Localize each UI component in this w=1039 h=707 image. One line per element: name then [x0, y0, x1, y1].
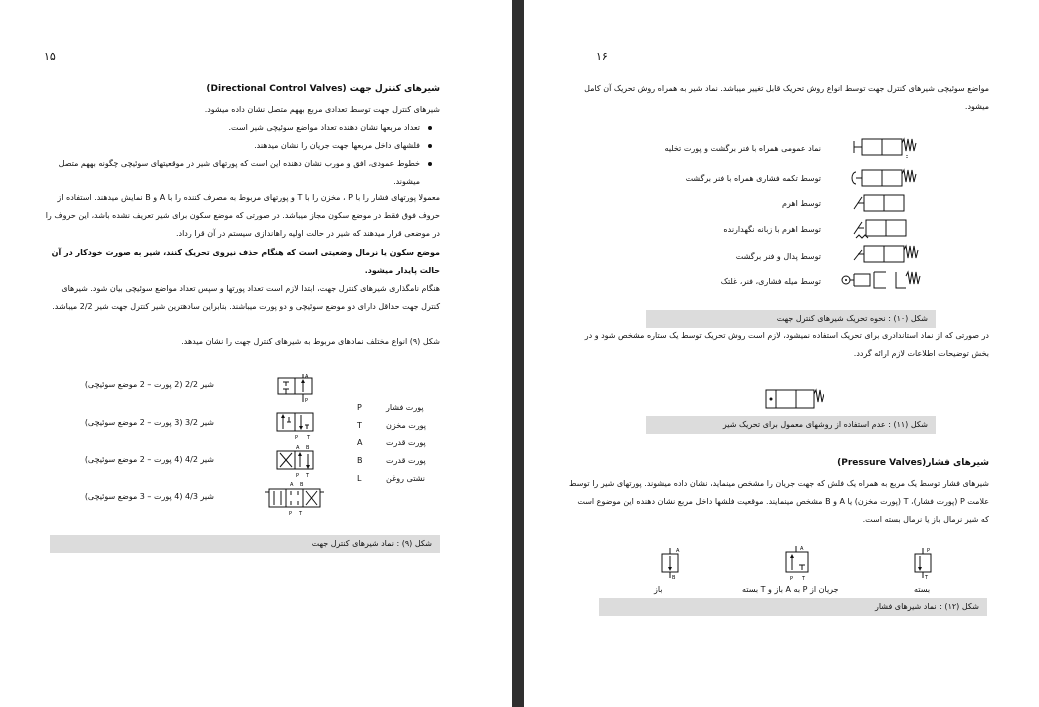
paragraph: معمولا پورتهای فشار را با P ، مخزن را با T و پورتهای مربوط به مصرف کننده را با A و B نمایش میدهند. استفاده از حروف فوق فقط در موضع سکون مجاز میباشد. در صورتی که موضع سکون برای شیر تعریف نشده باشد، این حروف را در موضعی قرار میدهند که شیر در حالت اولیه راهاندازی سیستم در آن قرا رداد.: [45, 193, 440, 238]
pressure-valve-open-symbol: [658, 546, 688, 586]
valve-2-2-symbol: [275, 372, 320, 410]
paragraph: شیرهای فشار توسط یک مربع به همراه یک فلش که جهت جریان را مشخص مینماید، نشان داده میشوند. پورتهای شیر را توسط علامت P (پورت فشار)، T (پورت مخزن) یا A و B مشخص مینمایند. موقعیت فلشها داخل مربع نشان دهنده این موضوع است که شیر نرمال باز یا نرمال بسته است.: [569, 479, 989, 524]
svg-text:T: T: [299, 511, 303, 516]
general-spring-return-symbol: [852, 137, 932, 163]
intro-text: مواضع سوئیچی شیرهای کنترل جهت توسط انواع روش تحریک قابل تغییر میباشد. نماد شیر به همراه روش تحریک آن کامل میشود.: [584, 84, 989, 111]
page-number: ۱۶: [596, 50, 608, 63]
figure-caption: شکل (۱۰) : نحوه تحریک شیرهای کنترل جهت: [646, 310, 936, 328]
svg-text:T: T: [802, 576, 806, 582]
paragraph: شکل (۹) انواع مختلف نمادهای مربوط به شیرهای کنترل جهت را نشان میدهد.: [181, 337, 440, 346]
page-number: ۱۵: [44, 50, 56, 63]
left-page: [0, 0, 512, 707]
unspecified-actuation-symbol: [764, 388, 824, 412]
svg-text:B: B: [300, 482, 304, 488]
svg-text:T: T: [925, 575, 929, 581]
pressure-label-open: باز: [654, 585, 663, 594]
valve-4-2-symbol: [274, 443, 320, 479]
port-letter: A: [357, 438, 363, 447]
valve-label: شیر 4/2 (4 پورت – 2 موضع سوئیچی): [84, 455, 214, 464]
svg-text:P: P: [790, 576, 794, 582]
valve-4-3-symbol: [265, 480, 327, 516]
right-page: [524, 0, 1039, 707]
push-button-symbol: [850, 168, 932, 190]
port-letter: T: [357, 421, 362, 430]
bullet-item: خطوط عمودی، افق و مورب نشان دهنده این است که پورتهای شیر در موقعیتهای سوئیچی چگونه بههم متصل میشوند.: [35, 155, 420, 191]
pressure-label-closed: بسته: [914, 585, 931, 594]
actuation-label: توسط اهرم با زبانه نگهدارنده: [723, 225, 821, 234]
port-letter: B: [357, 456, 363, 465]
port-name: پورت مخزن: [386, 421, 427, 430]
pressure-label-middle: جریان از P به A باز و T بسته: [742, 585, 839, 594]
svg-text:P: P: [927, 548, 931, 554]
figure-caption: شکل (۱۲) : نماد شیرهای فشار: [599, 598, 987, 616]
paragraph: هنگام نامگذاری شیرهای کنترل جهت، ابتدا لازم است تعداد پورتها و سپس تعداد مواضع سوئیچی بیان شود. شیرهای کنترل جهت حداقل دارای دو موضع سوئیچی و دو پورت میباشند. بنابراین سادهترین شیر کنترل جهت شیر 2/2 میباشد.: [52, 284, 440, 311]
svg-text:P: P: [296, 473, 300, 479]
bullet-item: فلشهای داخل مربعها جهت جریان را نشان میدهند.: [35, 137, 420, 155]
pedal-symbol: [852, 244, 932, 266]
section-heading: شیرهای فشار(Pressure Valves): [837, 458, 989, 468]
svg-text:T: T: [307, 435, 311, 441]
actuation-label: توسط میله فشاری، فنر، غلتک: [720, 277, 821, 286]
svg-text:A: A: [296, 445, 300, 451]
port-letter: P: [357, 403, 362, 412]
valve-label: شیر 3/2 (3 پورت – 2 موضع سوئیچی): [84, 418, 214, 427]
actuation-label: توسط تکمه فشاری همراه با فنر برگشت: [685, 174, 821, 183]
svg-text:A: A: [290, 482, 294, 488]
svg-text:P: P: [305, 398, 309, 404]
svg-text:B: B: [672, 575, 676, 581]
actuation-label: توسط پدال و فنر برگشت: [735, 252, 821, 261]
book-spine: [512, 0, 524, 707]
actuation-label: نماد عمومی همراه با فنر برگشت و پورت تخلیه: [664, 144, 821, 153]
valve-label: شیر 4/3 (4 پورت – 3 موضع سوئیچی): [84, 492, 214, 501]
pressure-valve-closed-symbol: [911, 546, 941, 586]
bold-paragraph: موضع سکون یا نرمال وضعیتی است که هنگام حذف نیروی تحریک کنند، شیر به صورت خودکار در آن حالت پایدار میشود.: [51, 248, 440, 275]
port-name: پورت فشار: [386, 403, 424, 412]
plunger-spring-roller-symbol: [840, 270, 940, 292]
valve-3-2-symbol: [274, 409, 320, 443]
port-name: نشتی روغن: [386, 474, 425, 483]
svg-text:A: A: [676, 548, 680, 554]
port-name: پورت قدرت: [386, 438, 426, 447]
port-name: پورت قدرت: [386, 456, 426, 465]
lever-symbol: [852, 193, 912, 215]
svg-text:B: B: [306, 445, 310, 451]
figure-caption: شکل (۱۱) : عدم استفاده از روشهای معمول برای تحریک شیر: [646, 416, 936, 434]
actuation-label: توسط اهرم: [781, 199, 821, 208]
svg-text:P: P: [289, 511, 293, 516]
svg-text:P: P: [295, 435, 299, 441]
svg-text:A: A: [305, 374, 309, 380]
paragraph: در صورتی که از نماد استاندادری برای تحریک استفاده نمیشود، لازم است روش تحریک توسط یک ستاره مشخص شود و در بخش توضیحات اطلاعات لازم ارائه گردد.: [584, 331, 989, 358]
pressure-valve-middle-symbol: [782, 544, 822, 584]
port-letter: L: [357, 474, 362, 483]
lever-detent-symbol: [852, 218, 912, 242]
valve-label: شیر 2/2 (2 پورت – 2 موضع سوئیچی): [84, 380, 214, 389]
svg-text:A: A: [800, 546, 804, 552]
svg-text:T: T: [306, 473, 310, 479]
bullet-item: تعداد مربعها نشان دهنده تعداد مواضع سوئیچی شیر است.: [35, 119, 420, 137]
intro-text: شیرهای کنترل جهت توسط تعدادی مربع بههم متصل نشان داده میشود.: [204, 105, 440, 114]
figure-caption: شکل (۹) : نماد شیرهای کنترل جهت: [50, 535, 440, 553]
section-heading: شیرهای کنترل جهت (Directional Control Valves): [206, 84, 440, 94]
bullet-list: [35, 119, 434, 191]
